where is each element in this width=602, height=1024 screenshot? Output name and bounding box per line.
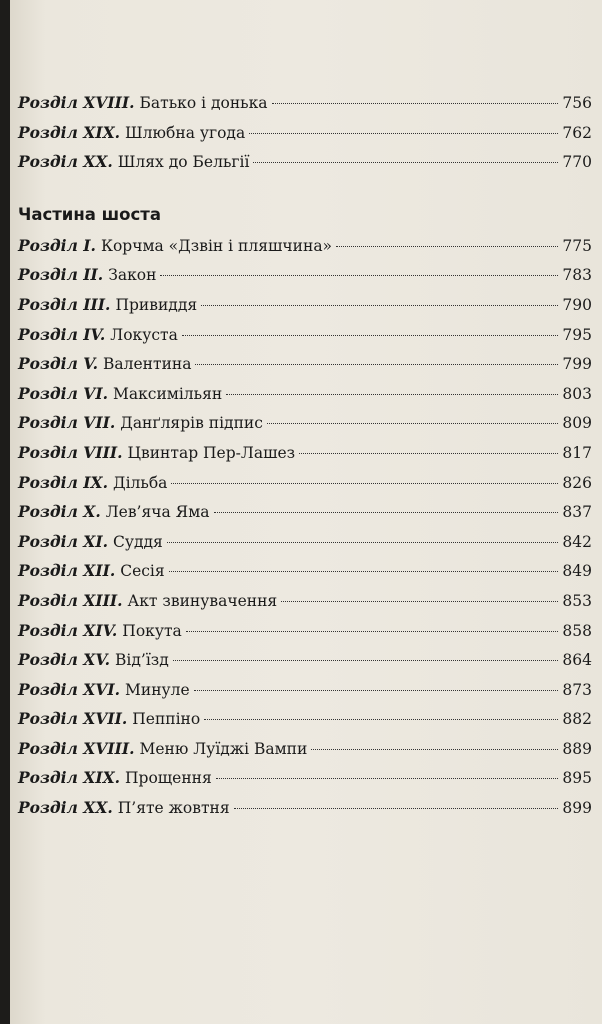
chapter-number: Розділ IV.: [18, 324, 106, 344]
chapter-number: Розділ II.: [18, 265, 104, 285]
dot-leader: [173, 660, 559, 661]
page-number: 842: [562, 532, 592, 551]
chapter-number: Розділ XII.: [18, 561, 116, 581]
toc-entry[interactable]: [18, 793, 592, 823]
toc-entry[interactable]: [18, 147, 592, 177]
toc-entry[interactable]: [18, 320, 592, 350]
chapter-number: Розділ III.: [18, 294, 111, 314]
toc-entry[interactable]: [18, 468, 592, 498]
chapter-number: Розділ VI.: [18, 383, 108, 403]
page-number: 809: [562, 414, 592, 433]
chapter-number: Розділ V.: [18, 354, 99, 374]
chapter-number: Розділ VII.: [18, 413, 116, 433]
table-of-contents: [18, 88, 592, 823]
page-number: 837: [562, 503, 592, 522]
chapter-number: Розділ XVIII.: [18, 738, 135, 758]
chapter-number: Розділ XX.: [18, 798, 113, 818]
page-number: 756: [562, 94, 592, 112]
dot-leader: [234, 808, 559, 809]
toc-entry[interactable]: [18, 527, 592, 557]
toc-entry[interactable]: [18, 734, 592, 764]
page-number: 795: [562, 325, 592, 344]
toc-entry[interactable]: [18, 379, 592, 409]
dot-leader: [194, 690, 559, 691]
page-number: 799: [562, 355, 592, 374]
dot-leader: [272, 103, 559, 104]
page-number: 873: [562, 680, 592, 699]
dot-leader: [299, 453, 558, 454]
page-number: 882: [562, 710, 592, 729]
dot-leader: [195, 364, 558, 365]
page-number: 895: [562, 769, 592, 788]
toc-entry[interactable]: [18, 497, 592, 527]
chapter-title: Локуста: [110, 325, 178, 344]
page-number: 889: [562, 739, 592, 758]
page-number: 783: [562, 266, 592, 285]
page-number: 826: [562, 473, 592, 492]
dot-leader: [186, 631, 559, 632]
chapter-title: Дільба: [112, 473, 168, 492]
chapter-title: Від’їзд: [115, 651, 169, 670]
chapter-title: Шлях до Бельгії: [117, 153, 250, 172]
chapter-title: Пеппіно: [132, 710, 201, 729]
dot-leader: [249, 133, 558, 134]
page-number: 817: [562, 443, 592, 462]
page-number: 762: [562, 123, 592, 142]
dot-leader: [336, 246, 558, 247]
chapter-title: Сесія: [120, 562, 165, 581]
dot-leader: [160, 275, 558, 276]
dot-leader: [171, 483, 558, 484]
toc-entry[interactable]: [18, 118, 592, 148]
page-number: 790: [562, 295, 592, 314]
chapter-number: Розділ XIX.: [18, 768, 120, 788]
dot-leader: [167, 542, 559, 543]
page-number: 899: [562, 799, 592, 818]
page-number: 864: [562, 651, 592, 670]
dot-leader: [311, 749, 558, 750]
chapter-title: П’яте жовтня: [117, 799, 230, 818]
chapter-number: Розділ XIII.: [18, 590, 123, 610]
page-number: 770: [562, 153, 592, 172]
chapter-title: Максимільян: [112, 384, 223, 403]
dot-leader: [214, 512, 559, 513]
dot-leader: [281, 601, 558, 602]
toc-entry[interactable]: [18, 556, 592, 586]
toc-entry[interactable]: [18, 408, 592, 438]
chapter-title: Данґлярів підпис: [120, 414, 263, 433]
chapter-number: Розділ XIV.: [18, 620, 118, 640]
chapter-number: Розділ XIX.: [18, 122, 120, 142]
book-spine-shadow: [0, 0, 10, 1024]
chapter-number: Розділ X.: [18, 502, 101, 522]
toc-entry[interactable]: [18, 260, 592, 290]
part-heading: Частина шоста: [18, 204, 161, 224]
chapter-number: Розділ IX.: [18, 472, 108, 492]
chapter-title: Закон: [108, 266, 157, 285]
toc-entry[interactable]: [18, 290, 592, 320]
page-number: 803: [562, 384, 592, 403]
toc-entry[interactable]: [18, 616, 592, 646]
chapter-title: Суддя: [112, 532, 163, 551]
page-number: 858: [562, 621, 592, 640]
toc-entry[interactable]: [18, 88, 592, 118]
dot-leader: [226, 394, 558, 395]
chapter-number: Розділ XVIII.: [18, 93, 135, 112]
chapter-title: Цвинтар Пер-Лашез: [127, 443, 296, 462]
chapter-number: Розділ VIII.: [18, 442, 123, 462]
chapter-title: Привиддя: [115, 295, 198, 314]
toc-entry[interactable]: [18, 704, 592, 734]
chapter-title: Корчма «Дзвін і пляшчина»: [100, 236, 333, 255]
chapter-number: Розділ XI.: [18, 531, 108, 551]
chapter-number: Розділ XV.: [18, 650, 111, 670]
toc-entry[interactable]: [18, 763, 592, 793]
dot-leader: [169, 571, 559, 572]
chapter-number: Розділ XVI.: [18, 679, 120, 699]
page-number: 849: [562, 562, 592, 581]
chapter-number: Розділ XX.: [18, 152, 113, 172]
chapter-title: Шлюбна угода: [125, 123, 246, 142]
chapter-title: Лев’яча Яма: [105, 503, 210, 522]
chapter-number: Розділ XVII.: [18, 709, 128, 729]
page-number: 775: [562, 236, 592, 255]
dot-leader: [216, 778, 559, 779]
chapter-title: Акт звинувачення: [127, 591, 278, 610]
toc-entry[interactable]: [18, 231, 592, 261]
toc-entry[interactable]: [18, 586, 592, 616]
dot-leader: [204, 719, 558, 720]
page-number: 853: [562, 591, 592, 610]
toc-entry[interactable]: [18, 438, 592, 468]
chapter-title: Меню Луїджі Вампи: [139, 739, 308, 758]
chapter-title: Батько і донька: [139, 94, 268, 112]
toc-entry[interactable]: [18, 675, 592, 705]
chapter-title: Минуле: [125, 680, 190, 699]
dot-leader: [267, 423, 558, 424]
chapter-title: Прощення: [125, 769, 212, 788]
toc-entry[interactable]: [18, 349, 592, 379]
chapter-title: Валентина: [103, 355, 192, 374]
chapter-number: Розділ I.: [18, 235, 96, 255]
dot-leader: [201, 305, 558, 306]
dot-leader: [182, 335, 559, 336]
dot-leader: [253, 162, 558, 163]
chapter-title: Покута: [122, 621, 182, 640]
toc-entry[interactable]: [18, 645, 592, 675]
